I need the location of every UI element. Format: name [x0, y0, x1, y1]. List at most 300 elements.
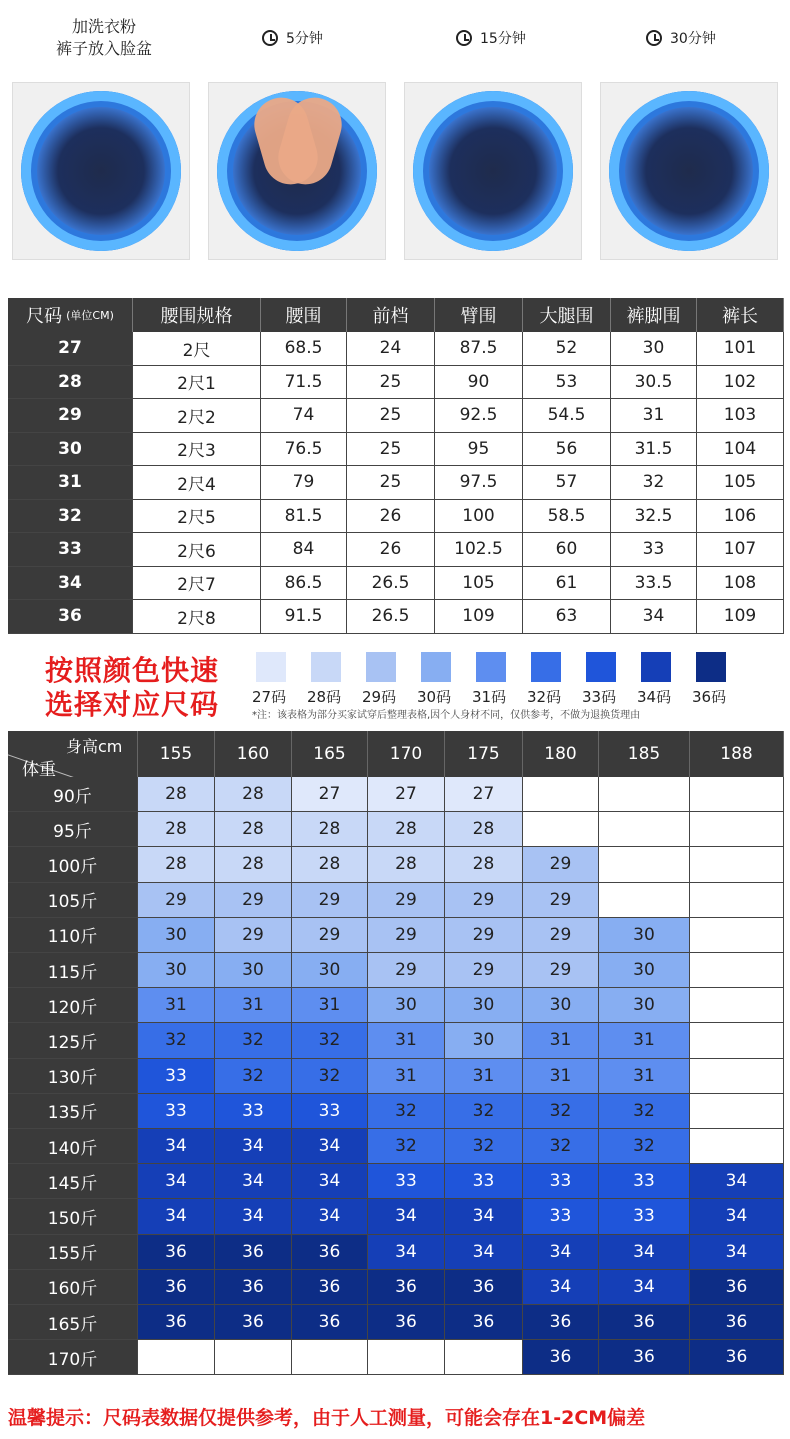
size-grid-cell: 31 [138, 988, 215, 1023]
table-note: *注：该表格为部分买家试穿后整理表格,因个人身材不同，仅供参考，不做为退换货理由 [252, 710, 641, 721]
size-grid-cell: 32 [599, 1094, 690, 1129]
size-grid-cell: 29 [368, 883, 445, 918]
grid-row [8, 1094, 784, 1129]
measurement-cell: 81.5 [261, 500, 347, 534]
measurement-cell: 103 [697, 399, 784, 433]
empty-grid-cell [690, 847, 784, 882]
size-grid-cell: 29 [523, 953, 599, 988]
size-cell: 28 [8, 366, 133, 400]
size-grid-cell: 36 [292, 1305, 368, 1340]
size-row [8, 466, 784, 500]
weight-label: 105斤 [8, 883, 138, 918]
weight-label: 155斤 [8, 1235, 138, 1270]
weight-label: 120斤 [8, 988, 138, 1023]
size-grid-cell: 31 [523, 1023, 599, 1058]
header-length: 裤长 [697, 298, 784, 332]
size-cell: 36 [8, 600, 133, 634]
measurement-cell: 25 [347, 433, 435, 467]
size-grid-cell: 29 [368, 918, 445, 953]
measurement-cell: 25 [347, 366, 435, 400]
legend-swatch [696, 652, 726, 682]
empty-grid-cell [523, 812, 599, 847]
size-grid-cell: 29 [215, 918, 292, 953]
size-cell: 31 [8, 466, 133, 500]
size-grid-cell: 28 [368, 847, 445, 882]
size-grid-cell: 32 [445, 1094, 523, 1129]
size-grid-cell: 34 [292, 1199, 368, 1234]
size-grid-cell: 28 [445, 847, 523, 882]
legend-swatch [421, 652, 451, 682]
grid-row [8, 1270, 784, 1305]
empty-grid-cell [138, 1340, 215, 1375]
wash-basin-image [413, 91, 573, 251]
size-grid-cell: 29 [445, 883, 523, 918]
size-grid-cell: 33 [215, 1094, 292, 1129]
size-grid-cell: 29 [215, 883, 292, 918]
size-grid-cell: 30 [445, 988, 523, 1023]
weight-label: 100斤 [8, 847, 138, 882]
size-grid-cell: 33 [599, 1164, 690, 1199]
size-grid-cell: 33 [523, 1164, 599, 1199]
wash-basin-image [609, 91, 769, 251]
size-grid-cell: 34 [215, 1129, 292, 1164]
measurement-cell: 63 [523, 600, 611, 634]
size-grid-cell: 32 [368, 1129, 445, 1164]
measurement-cell: 58.5 [523, 500, 611, 534]
size-grid-cell: 36 [523, 1340, 599, 1375]
alarm-clock-icon [456, 30, 472, 46]
measurement-cell: 90 [435, 366, 523, 400]
size-grid-cell: 34 [138, 1129, 215, 1164]
size-grid-cell: 30 [292, 953, 368, 988]
header-thigh: 大腿围 [523, 298, 611, 332]
height-header: 175 [445, 731, 523, 777]
empty-grid-cell [445, 1340, 523, 1375]
size-grid-cell: 29 [292, 918, 368, 953]
empty-grid-cell [690, 988, 784, 1023]
legend-swatch [641, 652, 671, 682]
measurement-cell: 92.5 [435, 399, 523, 433]
weight-label: 150斤 [8, 1199, 138, 1234]
empty-grid-cell [690, 918, 784, 953]
washing-instructions [0, 0, 790, 270]
size-grid-cell: 33 [445, 1164, 523, 1199]
empty-grid-cell [292, 1340, 368, 1375]
legend-swatch [586, 652, 616, 682]
weight-label: 90斤 [8, 777, 138, 812]
header-waist: 腰围 [261, 298, 347, 332]
measurement-cell: 109 [435, 600, 523, 634]
empty-grid-cell [690, 1129, 784, 1164]
legend-swatch [256, 652, 286, 682]
measurement-cell: 26 [347, 500, 435, 534]
step-label: 15分钟 [480, 31, 526, 47]
measurement-cell: 30 [611, 332, 697, 366]
size-grid-cell: 28 [368, 812, 445, 847]
size-grid-cell: 31 [215, 988, 292, 1023]
step-label: 5分钟 [286, 31, 323, 47]
size-grid-cell: 32 [445, 1129, 523, 1164]
header-leg-opening: 裤脚围 [611, 298, 697, 332]
size-grid-cell: 29 [523, 918, 599, 953]
size-row [8, 399, 784, 433]
weight-label: 110斤 [8, 918, 138, 953]
legend-swatch [476, 652, 506, 682]
size-grid-cell: 34 [138, 1164, 215, 1199]
footer-note: 温馨提示：尺码表数据仅提供参考，由于人工测量，可能会存在1-2CM偏差 [8, 1407, 646, 1429]
washing-photo-3 [404, 82, 582, 260]
measurement-cell: 101 [697, 332, 784, 366]
size-grid-cell: 30 [599, 918, 690, 953]
measurement-cell: 54.5 [523, 399, 611, 433]
weight-label: 130斤 [8, 1059, 138, 1094]
measurement-cell: 102.5 [435, 533, 523, 567]
size-grid-cell: 29 [445, 953, 523, 988]
measurement-cell: 79 [261, 466, 347, 500]
size-cell: 27 [8, 332, 133, 366]
legend-swatch [531, 652, 561, 682]
grid-row [8, 1164, 784, 1199]
empty-grid-cell [599, 812, 690, 847]
measurement-cell: 68.5 [261, 332, 347, 366]
size-grid-cell: 27 [368, 777, 445, 812]
legend-label: 33码 [582, 688, 617, 706]
measurement-cell: 26.5 [347, 600, 435, 634]
size-grid-cell: 36 [292, 1235, 368, 1270]
grid-row [8, 847, 784, 882]
legend-swatch [311, 652, 341, 682]
empty-grid-cell [690, 953, 784, 988]
size-grid-cell: 34 [445, 1199, 523, 1234]
size-table-header [8, 298, 784, 332]
size-grid-cell: 34 [690, 1235, 784, 1270]
size-cell: 32 [8, 500, 133, 534]
measurement-cell: 33 [611, 533, 697, 567]
size-grid-cell: 36 [138, 1235, 215, 1270]
measurement-cell: 26.5 [347, 567, 435, 601]
size-cell: 29 [8, 399, 133, 433]
legend-label: 29码 [362, 688, 397, 706]
size-grid-cell: 31 [599, 1059, 690, 1094]
size-grid-cell: 30 [599, 953, 690, 988]
legend-heading-line-2: 选择对应尺码 [45, 688, 220, 721]
measurement-cell: 102 [697, 366, 784, 400]
size-grid-cell: 30 [368, 988, 445, 1023]
washing-photo-4 [600, 82, 778, 260]
weight-label: 165斤 [8, 1305, 138, 1340]
size-grid-cell: 31 [368, 1059, 445, 1094]
size-grid-cell: 28 [138, 812, 215, 847]
size-grid-cell: 36 [138, 1305, 215, 1340]
measurement-cell: 109 [697, 600, 784, 634]
measurement-cell: 2尺 [133, 332, 261, 366]
size-grid-cell: 36 [599, 1340, 690, 1375]
measurement-cell: 105 [697, 466, 784, 500]
size-grid-cell: 34 [292, 1164, 368, 1199]
size-grid-cell: 34 [368, 1235, 445, 1270]
measurement-cell: 2尺8 [133, 600, 261, 634]
legend-label: 30码 [417, 688, 452, 706]
size-grid-cell: 29 [523, 883, 599, 918]
measurement-cell: 87.5 [435, 332, 523, 366]
size-grid-cell: 36 [292, 1270, 368, 1305]
size-grid-cell: 31 [368, 1023, 445, 1058]
size-grid-cell: 28 [215, 847, 292, 882]
measurement-cell: 25 [347, 466, 435, 500]
measurement-cell: 52 [523, 332, 611, 366]
size-grid-cell: 33 [138, 1059, 215, 1094]
size-grid-cell: 32 [523, 1094, 599, 1129]
height-header: 160 [215, 731, 292, 777]
step-30-min [646, 28, 716, 48]
empty-grid-cell [690, 1023, 784, 1058]
measurement-cell: 105 [435, 567, 523, 601]
measurement-cell: 2尺4 [133, 466, 261, 500]
measurement-cell: 107 [697, 533, 784, 567]
legend-swatch [366, 652, 396, 682]
size-grid-cell: 36 [599, 1305, 690, 1340]
size-grid-header [8, 731, 784, 777]
measurement-cell: 100 [435, 500, 523, 534]
height-header: 165 [292, 731, 368, 777]
weight-label: 140斤 [8, 1129, 138, 1164]
size-grid-cell: 29 [368, 953, 445, 988]
size-grid-cell: 32 [368, 1094, 445, 1129]
size-grid-cell: 36 [215, 1305, 292, 1340]
size-grid-cell: 32 [523, 1129, 599, 1164]
size-grid-cell: 29 [523, 847, 599, 882]
weight-label: 135斤 [8, 1094, 138, 1129]
wash-basin-image [21, 91, 181, 251]
size-row [8, 500, 784, 534]
empty-grid-cell [690, 1059, 784, 1094]
size-grid-cell: 33 [138, 1094, 215, 1129]
empty-grid-cell [215, 1340, 292, 1375]
size-grid-cell: 30 [599, 988, 690, 1023]
size-grid-cell: 34 [690, 1199, 784, 1234]
size-grid-cell: 32 [599, 1129, 690, 1164]
weight-label: 115斤 [8, 953, 138, 988]
weight-axis-label: 体重 [22, 760, 56, 777]
measurement-cell: 2尺6 [133, 533, 261, 567]
size-grid-cell: 36 [215, 1270, 292, 1305]
measurement-cell: 24 [347, 332, 435, 366]
weight-label: 170斤 [8, 1340, 138, 1375]
size-grid-cell: 36 [445, 1270, 523, 1305]
size-grid-cell: 28 [215, 777, 292, 812]
measurement-cell: 2尺3 [133, 433, 261, 467]
measurement-cell: 95 [435, 433, 523, 467]
size-grid-cell: 27 [292, 777, 368, 812]
grid-row [8, 1340, 784, 1375]
size-grid-cell: 34 [599, 1270, 690, 1305]
measurement-cell: 104 [697, 433, 784, 467]
height-header: 170 [368, 731, 445, 777]
measurement-cell: 31 [611, 399, 697, 433]
size-grid-cell: 28 [445, 812, 523, 847]
measurement-cell: 76.5 [261, 433, 347, 467]
size-grid-cell: 31 [599, 1023, 690, 1058]
measurement-cell: 106 [697, 500, 784, 534]
size-grid-cell: 36 [690, 1340, 784, 1375]
measurement-cell: 74 [261, 399, 347, 433]
grid-row [8, 1023, 784, 1058]
empty-grid-cell [599, 883, 690, 918]
legend-label: 36码 [692, 688, 727, 706]
grid-row [8, 1235, 784, 1270]
size-grid-cell: 34 [523, 1270, 599, 1305]
header-hip: 臂围 [435, 298, 523, 332]
size-grid-cell: 36 [368, 1270, 445, 1305]
size-grid-cell: 34 [138, 1199, 215, 1234]
grid-row [8, 953, 784, 988]
legend-label: 28码 [307, 688, 342, 706]
intro-line-1: 加洗衣粉 [71, 17, 136, 36]
intro-text [34, 16, 174, 60]
grid-row [8, 918, 784, 953]
empty-grid-cell [690, 1094, 784, 1129]
measurement-cell: 30.5 [611, 366, 697, 400]
size-grid-cell: 27 [445, 777, 523, 812]
header-front-rise: 前档 [347, 298, 435, 332]
empty-grid-cell [599, 777, 690, 812]
measurement-cell: 2尺1 [133, 366, 261, 400]
legend-label: 34码 [637, 688, 672, 706]
size-grid-cell: 32 [138, 1023, 215, 1058]
size-grid-cell: 34 [445, 1235, 523, 1270]
grid-corner-header [8, 731, 138, 777]
legend-label: 27码 [252, 688, 287, 706]
measurement-cell: 31.5 [611, 433, 697, 467]
size-grid-cell: 33 [523, 1199, 599, 1234]
size-grid-cell: 30 [138, 953, 215, 988]
size-cell: 30 [8, 433, 133, 467]
size-cell: 33 [8, 533, 133, 567]
empty-grid-cell [690, 883, 784, 918]
height-header: 188 [690, 731, 784, 777]
size-grid-cell: 33 [292, 1094, 368, 1129]
empty-grid-cell [523, 777, 599, 812]
grid-row [8, 1305, 784, 1340]
size-row [8, 567, 784, 601]
measurement-cell: 2尺5 [133, 500, 261, 534]
size-grid-cell: 36 [690, 1305, 784, 1340]
size-grid-cell: 32 [215, 1059, 292, 1094]
size-grid-cell: 36 [445, 1305, 523, 1340]
size-grid-cell: 36 [138, 1270, 215, 1305]
size-grid-cell: 34 [292, 1129, 368, 1164]
weight-label: 145斤 [8, 1164, 138, 1199]
size-grid-cell: 29 [292, 883, 368, 918]
weight-label: 125斤 [8, 1023, 138, 1058]
size-grid-cell: 31 [292, 988, 368, 1023]
size-cell: 34 [8, 567, 133, 601]
size-grid-cell: 31 [523, 1059, 599, 1094]
step-label: 30分钟 [670, 31, 716, 47]
measurement-cell: 56 [523, 433, 611, 467]
weight-label: 95斤 [8, 812, 138, 847]
step-15-min [456, 28, 526, 48]
washing-photo-2 [208, 82, 386, 260]
legend-heading-line-1: 按照颜色快速 [45, 654, 220, 687]
measurement-cell: 57 [523, 466, 611, 500]
measurement-cell: 97.5 [435, 466, 523, 500]
size-grid-cell: 30 [445, 1023, 523, 1058]
header-size [8, 298, 133, 332]
size-grid-cell: 28 [138, 777, 215, 812]
measurement-cell: 91.5 [261, 600, 347, 634]
size-grid-cell: 30 [138, 918, 215, 953]
size-grid-cell: 34 [215, 1199, 292, 1234]
measurement-cell: 108 [697, 567, 784, 601]
empty-grid-cell [690, 777, 784, 812]
size-grid-cell: 32 [215, 1023, 292, 1058]
height-header: 180 [523, 731, 599, 777]
intro-line-2: 裤子放入脸盆 [55, 39, 152, 58]
measurement-cell: 86.5 [261, 567, 347, 601]
size-grid-cell: 28 [215, 812, 292, 847]
measurement-cell: 2尺7 [133, 567, 261, 601]
header-size-label: 尺码 [26, 306, 63, 327]
size-row [8, 600, 784, 634]
size-grid-cell: 33 [368, 1164, 445, 1199]
size-grid-cell: 33 [599, 1199, 690, 1234]
size-grid-cell: 29 [445, 918, 523, 953]
grid-row [8, 1059, 784, 1094]
size-grid-cell: 36 [368, 1305, 445, 1340]
size-grid-cell: 28 [292, 812, 368, 847]
legend-heading [45, 654, 219, 722]
measurement-cell: 60 [523, 533, 611, 567]
empty-grid-cell [690, 812, 784, 847]
size-grid-cell: 34 [599, 1235, 690, 1270]
measurement-cell: 84 [261, 533, 347, 567]
step-5-min [262, 28, 323, 48]
size-grid-cell: 34 [368, 1199, 445, 1234]
grid-row [8, 883, 784, 918]
weight-label: 160斤 [8, 1270, 138, 1305]
size-grid-cell: 30 [523, 988, 599, 1023]
measurement-cell: 53 [523, 366, 611, 400]
grid-row [8, 777, 784, 812]
size-grid-cell: 29 [138, 883, 215, 918]
grid-row [8, 1129, 784, 1164]
measurement-cell: 2尺2 [133, 399, 261, 433]
grid-row [8, 812, 784, 847]
measurement-cell: 26 [347, 533, 435, 567]
measurement-cell: 32 [611, 466, 697, 500]
empty-grid-cell [368, 1340, 445, 1375]
grid-row [8, 1199, 784, 1234]
header-unit-label: (单位CM) [66, 309, 114, 322]
size-grid-cell: 36 [215, 1235, 292, 1270]
legend-label: 32码 [527, 688, 562, 706]
size-grid-cell: 36 [523, 1305, 599, 1340]
alarm-clock-icon [646, 30, 662, 46]
measurement-cell: 34 [611, 600, 697, 634]
measurement-cell: 25 [347, 399, 435, 433]
measurement-cell: 33.5 [611, 567, 697, 601]
height-header: 155 [138, 731, 215, 777]
washing-photo-1 [12, 82, 190, 260]
height-header: 185 [599, 731, 690, 777]
header-waist-spec: 腰围规格 [133, 298, 261, 332]
size-grid-cell: 34 [690, 1164, 784, 1199]
size-grid-cell: 36 [690, 1270, 784, 1305]
empty-grid-cell [599, 847, 690, 882]
size-row [8, 366, 784, 400]
size-grid-cell: 30 [215, 953, 292, 988]
